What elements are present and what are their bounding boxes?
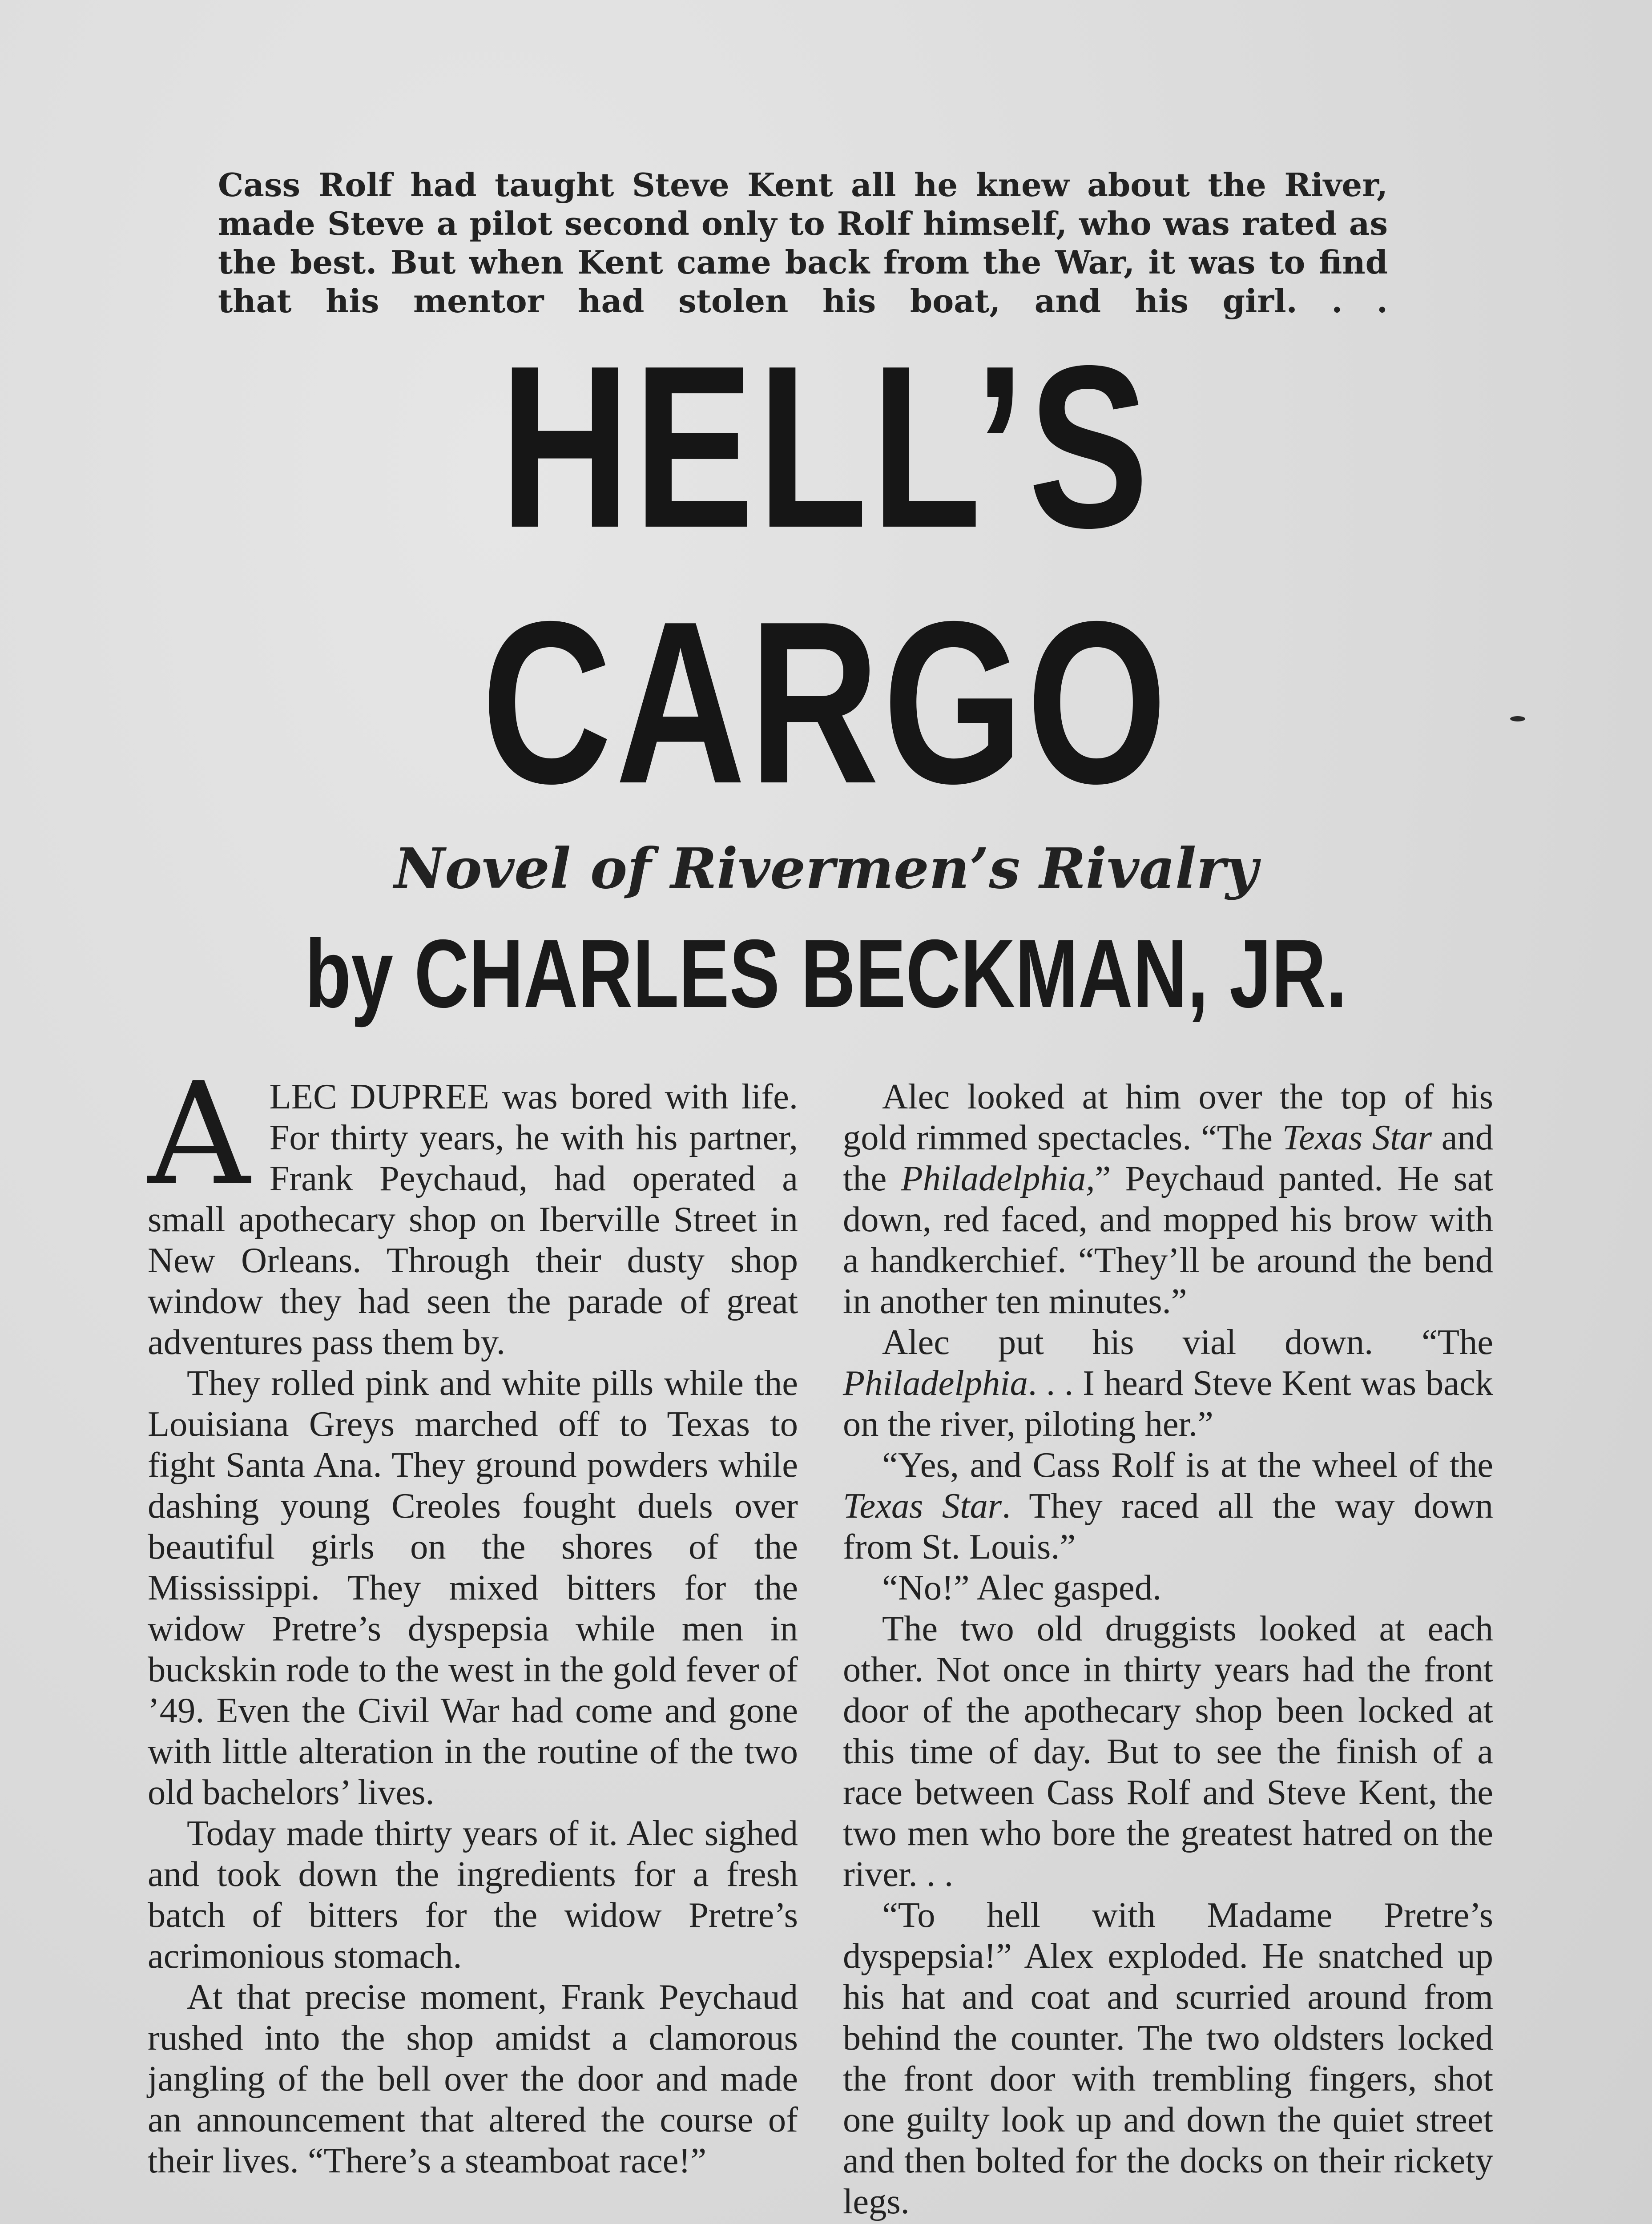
paragraph-text: LEC DUPREE was bored with life. For thirty years, he with his partner, Frank Peychaud, had operated a small apothecary shop on Iberville Street in New Orleans. Through their dusty shop window they had seen the parade of great adventures pass them by. (148, 1077, 798, 1362)
text-run: “Yes, and Cass Rolf is at the wheel of the (882, 1445, 1493, 1485)
paragraph (843, 1445, 1493, 1567)
paragraph (843, 1076, 1493, 1322)
intro-blurb: Cass Rolf had taught Steve Kent all he knew about the River, made Steve a pilot second only to Rolf himself, who was rated as the best. But when Kent came back from the War, it was to find that his mentor had stolen his boat, and his girl. . . (218, 166, 1388, 320)
ship-name: Texas Star (1282, 1118, 1432, 1157)
paragraph (843, 1322, 1493, 1445)
paragraph (148, 1052, 798, 1363)
story-title-line2: CARGO (481, 573, 1171, 832)
story-title-line1: HELL’S (500, 318, 1152, 576)
text-run: . They raced all the way down from St. Louis.” (843, 1486, 1493, 1567)
text-column-right (843, 1076, 1493, 2222)
drop-cap: A (148, 1052, 250, 1217)
text-run: and the (843, 1118, 1493, 1198)
ship-name: Philadelphia (843, 1363, 1028, 1403)
paragraph: At that precise moment, Frank Peychaud rushed into the shop amidst a clamorous jangling of the bell over the door and made an announcement that altered the course of their lives. “There’s a steamboat race!” (148, 1977, 798, 2180)
paragraph: They rolled pink and white pills while the Louisiana Greys marched off to Texas to fight Santa Ana. They ground powders while dashing young Creoles fought duels over beautiful girls on the shores of the Mississippi. They mixed bitters for the widow Pretre’s dyspepsia while men in buckskin rode to the west in the gold fever of ’49. Even the Civil War had come and gone with little alteration in the routine of the two old bachelors’ lives. (148, 1363, 798, 1812)
text-column-left (148, 1052, 798, 2181)
ship-name: Philadelphia, (901, 1159, 1095, 1198)
text-run: ” Peychaud panted. He sat down, red faced, and mopped his brow with a handkerchief. “They’ll be around the bend in another ten minutes.” (843, 1159, 1493, 1321)
story-subtitle: Novel of Rivermen’s Rivalry (394, 836, 1258, 901)
text-run: Alec looked at him over the top of his gold rimmed spectacles. “The (843, 1077, 1493, 1157)
ship-name: Texas Star (843, 1486, 1002, 1526)
ink-speck (1510, 716, 1525, 721)
author-byline: by CHARLES BECKMAN, JR. (305, 920, 1347, 1028)
text-run: Alec put his vial down. “The (882, 1322, 1493, 1362)
paragraph: Today made thirty years of it. Alec sighed and took down the ingredients for a fresh batch of bitters for the widow Pretre’s acrimonious stomach. (148, 1813, 798, 1976)
paragraph: “To hell with Madame Pretre’s dyspepsia!” Alex exploded. He snatched up his hat and coat and scurried around from behind the counter. The two oldsters locked the front door with trembling fingers, shot one guilty look up and down the quiet street and then bolted for the docks on their rickety legs. (843, 1895, 1493, 2221)
paragraph: “No!” Alec gasped. (882, 1568, 1162, 1608)
text-run: . . . I heard Steve Kent was back on the river, piloting her.” (843, 1363, 1493, 1444)
paragraph: The two old druggists looked at each other. Not once in thirty years had the front door of the apothecary shop been locked at this time of day. But to see the finish of a race between Cass Rolf and Steve Kent, the two men who bore the greatest hatred on the river. . . (843, 1609, 1493, 1894)
